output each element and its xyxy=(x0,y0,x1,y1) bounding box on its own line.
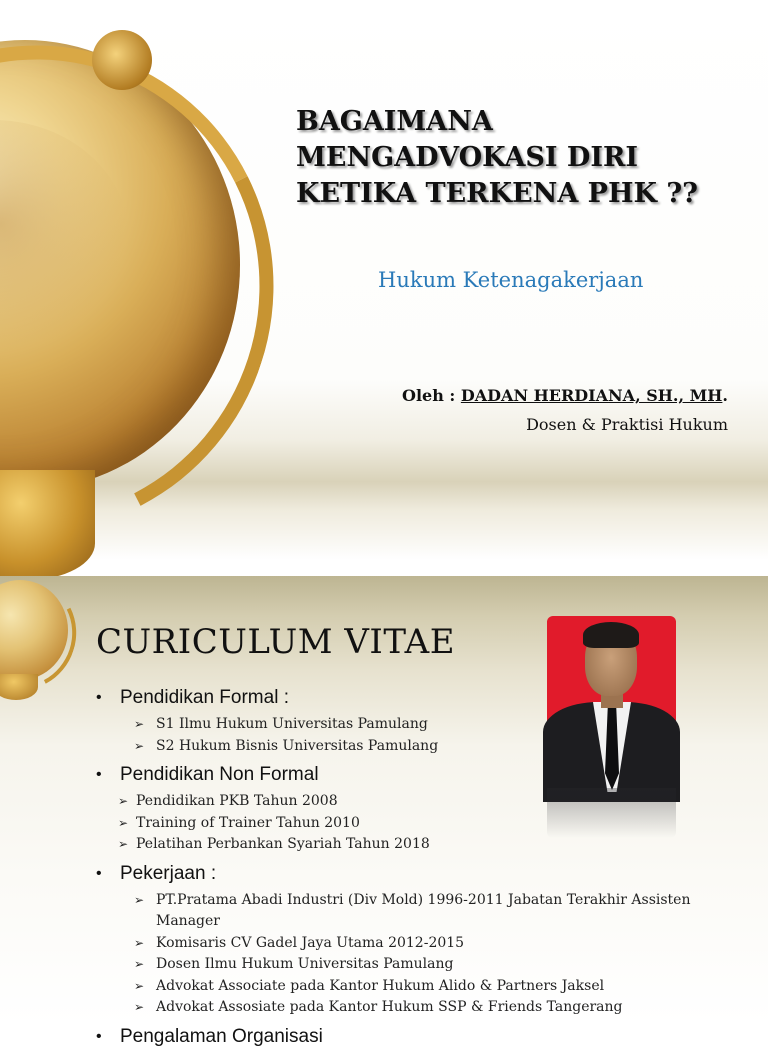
author-role: Dosen & Praktisi Hukum xyxy=(526,415,728,434)
section-heading-nonformal-education: • Pendidikan Non Formal xyxy=(96,763,736,787)
list-item: ➢ Pelatihan Perbankan Syariah Tahun 2018 xyxy=(118,834,736,856)
list-item: ➢ Training of Trainer Tahun 2010 xyxy=(118,813,736,835)
list-item: ➢ S2 Hukum Bisnis Universitas Pamulang xyxy=(134,736,736,758)
author-suffix: . xyxy=(722,386,728,405)
photo-hair xyxy=(583,622,639,648)
author-line xyxy=(300,386,728,405)
list-item: ➢ PT.Pratama Abadi Industri (Div Mold) 1996-2011 Jabatan Terakhir Assisten Manager xyxy=(134,890,736,933)
author-name: DADAN HERDIANA, SH., MH xyxy=(460,386,723,405)
section-heading-work: • Pekerjaan : xyxy=(96,862,736,886)
nonformal-education-list xyxy=(96,791,736,856)
list-item: ➢ Dosen Ilmu Hukum Universitas Pamulang xyxy=(134,954,736,976)
cv-slide xyxy=(0,576,768,1047)
section-heading-organization: • Pengalaman Organisasi xyxy=(96,1025,736,1049)
formal-education-list xyxy=(96,714,736,757)
author-prefix: Oleh : xyxy=(402,386,461,405)
cv-list xyxy=(96,686,736,1049)
globe-small-stand xyxy=(0,674,38,700)
globe-stand xyxy=(0,470,95,580)
list-item: ➢ Advokat Assosiate pada Kantor Hukum SSP & Friends Tangerang xyxy=(134,997,736,1019)
slide-subtitle: Hukum Ketenagakerjaan xyxy=(378,268,644,292)
list-item: ➢ Komisaris CV Gadel Jaya Utama 2012-2015 xyxy=(134,933,736,955)
slide-title: BAGAIMANA MENGADVOKASI DIRI KETIKA TERKENA PHK ?? xyxy=(296,106,698,209)
work-list xyxy=(96,890,736,1019)
list-item: ➢ Advokat Associate pada Kantor Hukum Alido & Partners Jaksel xyxy=(134,976,736,998)
globe-pivot xyxy=(92,30,152,90)
list-item: ➢ Pendidikan PKB Tahun 2008 xyxy=(118,791,736,813)
list-item: ➢ S1 Ilmu Hukum Universitas Pamulang xyxy=(134,714,736,736)
cv-title: CURICULUM VITAE xyxy=(96,622,456,662)
section-heading-formal-education: • Pendidikan Formal : xyxy=(96,686,736,710)
